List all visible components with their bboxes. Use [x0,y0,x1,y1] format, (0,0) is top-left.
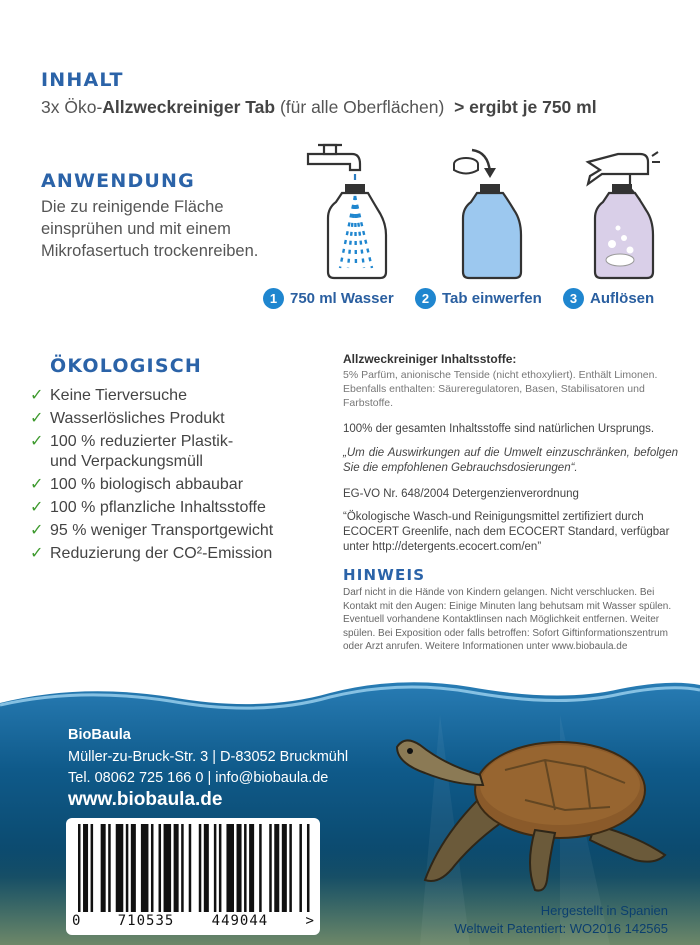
regulation: EG-VO Nr. 648/2004 Detergenzienverordnung [343,488,579,500]
inhalt-heading: INHALT [41,69,124,91]
barcode-bar [199,824,202,912]
checkmark-icon: ✓ [30,433,44,450]
checkmark-icon: ✓ [30,410,44,427]
barcode-bar [78,824,81,912]
barcode-bar [151,824,154,912]
barcode-bar [141,824,149,912]
company-address: Müller-zu-Bruck-Str. 3 | D-83052 Bruckmühl [68,749,349,765]
inhalt-result: > ergibt je 750 ml [454,97,597,117]
hinweis-heading: HINWEIS [343,566,426,584]
barcode-bar [174,824,179,912]
barcode-bar [181,824,184,912]
barcode-bar [101,824,106,912]
barcode-bar [244,824,247,912]
barcode-bar [116,824,124,912]
ecocert-certification: “Ökologische Wasch-und Reinigungsmittel zertifiziert durch ECOCERT Greenlife, nach dem ECOCERT Standard, verfügbar unter http://detergents.ecocert.com/en” [343,511,670,553]
barcode-bar [269,824,272,912]
inhalt-product: Allzweckreiniger Tab [102,97,276,117]
step-1-label: 750 ml Wasser [290,290,394,307]
barcode-bar [164,824,172,912]
list-item: ✓ Wasserlösliches Produkt [30,410,225,427]
barcode-bar [289,824,292,912]
barcode-bar [282,824,287,912]
step-2 [415,288,542,309]
barcode-bar [259,824,262,912]
natural-origin: 100% der gesamten Inhaltsstoffe sind natürlichen Ursprungs. [343,423,655,435]
barcode-bar [274,824,279,912]
faucet-icon [308,145,360,180]
patent: Weltweit Patentiert: WO2016 142565 [454,921,668,936]
anwendung-heading: ANWENDUNG [41,170,195,192]
barcode-bar [83,824,88,912]
barcode-bar [249,824,254,912]
checkmark-icon: ✓ [30,545,44,562]
list-item: ✓ 100 % pflanzliche Inhaltsstoffe [30,499,266,516]
barcode-bar [91,824,94,912]
inhalt-surfaces: (für alle Oberflächen) [279,97,445,117]
barcode-digit-left: 0 [72,913,81,929]
inhalt-line [41,97,597,118]
barcode-bar [214,824,217,912]
inhalt-prefix: 3x Öko- [41,97,103,117]
barcode-bar [126,824,129,912]
eco-checklist [30,386,273,567]
barcode-digits-group1: 710535 [117,913,175,929]
step-3 [563,288,654,309]
barcode-digit-right: > [305,913,314,929]
barcode-bar [219,824,222,912]
barcode-digits-group2: 449044 [211,913,269,929]
step-3-label: Auflösen [590,290,655,307]
water-bottle-icon [328,184,386,278]
barcode-bar [237,824,242,912]
dosage-note: „Um die Auswirkungen auf die Umwelt einzuschränken, befolgen Sie die empfohlenen Gebrauchsdosierungen“. [343,447,678,474]
oekologisch-heading: ÖKOLOGISCH [50,355,202,377]
barcode [66,818,320,935]
checkmark-icon: ✓ [30,522,44,539]
barcode-digits [72,913,314,929]
barcode-bar [131,824,136,912]
step-1 [263,288,394,309]
company-website[interactable]: www.biobaula.de [68,789,223,810]
list-item: ✓ Reduzierung der CO²-Emission [30,545,273,562]
ingredients-body: 5% Parfüm, anionische Tenside (nicht ethoxyliert). Enthält Limonen. Ebenfalls enthalten: Säureregulatoren, Basen, Stabilisatoren und Farbstoffe. [343,369,658,409]
company-name: BioBaula [68,727,131,743]
hinweis-text: Darf nicht in die Hände von Kindern gelangen. Nicht verschlucken. Bei Kontakt mit den Augen: Einige Minuten lang behutsam mit Wasser spülen. Eventuell vorhandene Kontaktlinsen nach Möglichkeit entfernen. Weiter spülen. Bei Exposition oder falls betroffen: Sofort Giftinformationszentrum oder Arzt anrufen. Weitere Informationen unter www.biobaula.de [343,587,672,652]
spray-bottle-icon [588,152,660,278]
step-2-label: Tab einwerfen [442,290,542,307]
company-contact: Tel. 08062 725 166 0 | info@biobaula.de [68,770,329,786]
barcode-bar [204,824,209,912]
list-item: ✓ 100 % reduzierter Plastik- und Verpackungsmüll [30,433,234,470]
barcode-bars [78,824,312,912]
list-item: ✓ 95 % weniger Transportgewicht [30,522,274,539]
step-1-number: 1 [263,288,284,309]
barcode-bar [299,824,302,912]
barcode-bar [159,824,162,912]
tab-bottle-icon [463,184,521,278]
barcode-bar [226,824,234,912]
list-item: ✓ Keine Tierversuche [30,387,187,404]
tab-icon [454,150,496,178]
checkmark-icon: ✓ [30,387,44,404]
anwendung-text: Die zu reinigende Fläche einsprühen und mit einem Mikrofasertuch trockenreiben. [41,198,259,260]
made-in: Hergestellt in Spanien [540,903,668,918]
barcode-bar [189,824,192,912]
ingredients-title: Allzweckreiniger Inhaltsstoffe: [343,352,517,366]
step-2-number: 2 [415,288,436,309]
step-3-number: 3 [563,288,584,309]
step-illustrations [300,140,680,285]
checkmark-icon: ✓ [30,499,44,516]
list-item: ✓ 100 % biologisch abbaubar [30,476,244,493]
barcode-bar [307,824,310,912]
checkmark-icon: ✓ [30,476,44,493]
sea-turtle-image [385,715,685,915]
ocean-footer [0,675,700,945]
barcode-bar [108,824,111,912]
